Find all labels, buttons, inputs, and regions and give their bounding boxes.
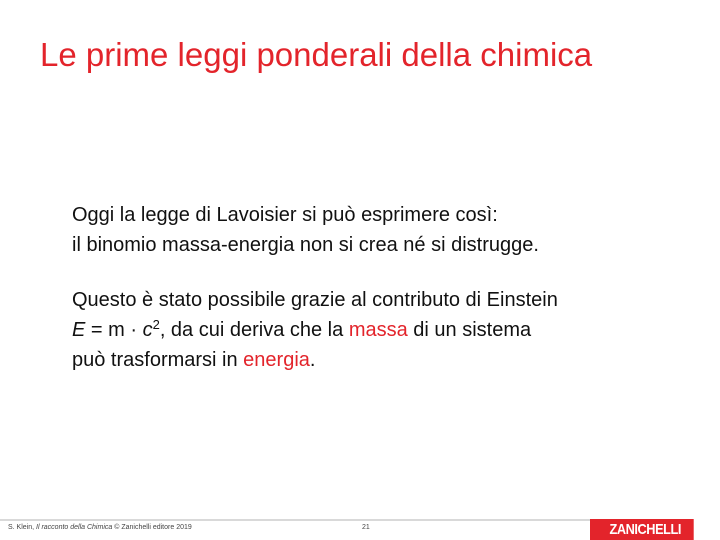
paragraph-lavoisier (72, 200, 692, 260)
highlight-massa: massa (348, 319, 408, 341)
formula-light-speed-symbol: c (142, 319, 153, 341)
zanichelli-logo: ZANICHELLI (590, 519, 694, 540)
paragraph-text: di un sistema (407, 319, 532, 341)
page-number: 21 (362, 524, 370, 531)
paragraph-text: , da cui deriva che la (159, 319, 349, 341)
highlight-energia: energia (243, 349, 310, 371)
footer-author: S. Klein, (8, 524, 37, 531)
paragraph-line: il binomio massa-energia non si crea né si distrugge. (72, 234, 539, 256)
footer-credit (8, 524, 192, 531)
formula-exponent: 2 (152, 317, 160, 332)
formula-middle: = m · (85, 319, 143, 341)
paragraph-line: Oggi la legge di Lavoisier si può esprimere così: (72, 204, 498, 226)
slide-title: Le prime leggi ponderali della chimica (40, 36, 593, 73)
footer-divider (0, 519, 590, 521)
footer-book-title: Il racconto della Chimica (36, 524, 113, 531)
formula-energy-symbol: E (72, 319, 86, 341)
paragraph-text: . (309, 349, 316, 371)
paragraph-line: Questo è stato possibile grazie al contributo di Einstein (72, 289, 558, 311)
footer-publisher: © Zanichelli editore 2019 (112, 524, 192, 531)
paragraph-einstein (72, 285, 692, 375)
paragraph-text: può trasformarsi in (72, 349, 244, 371)
